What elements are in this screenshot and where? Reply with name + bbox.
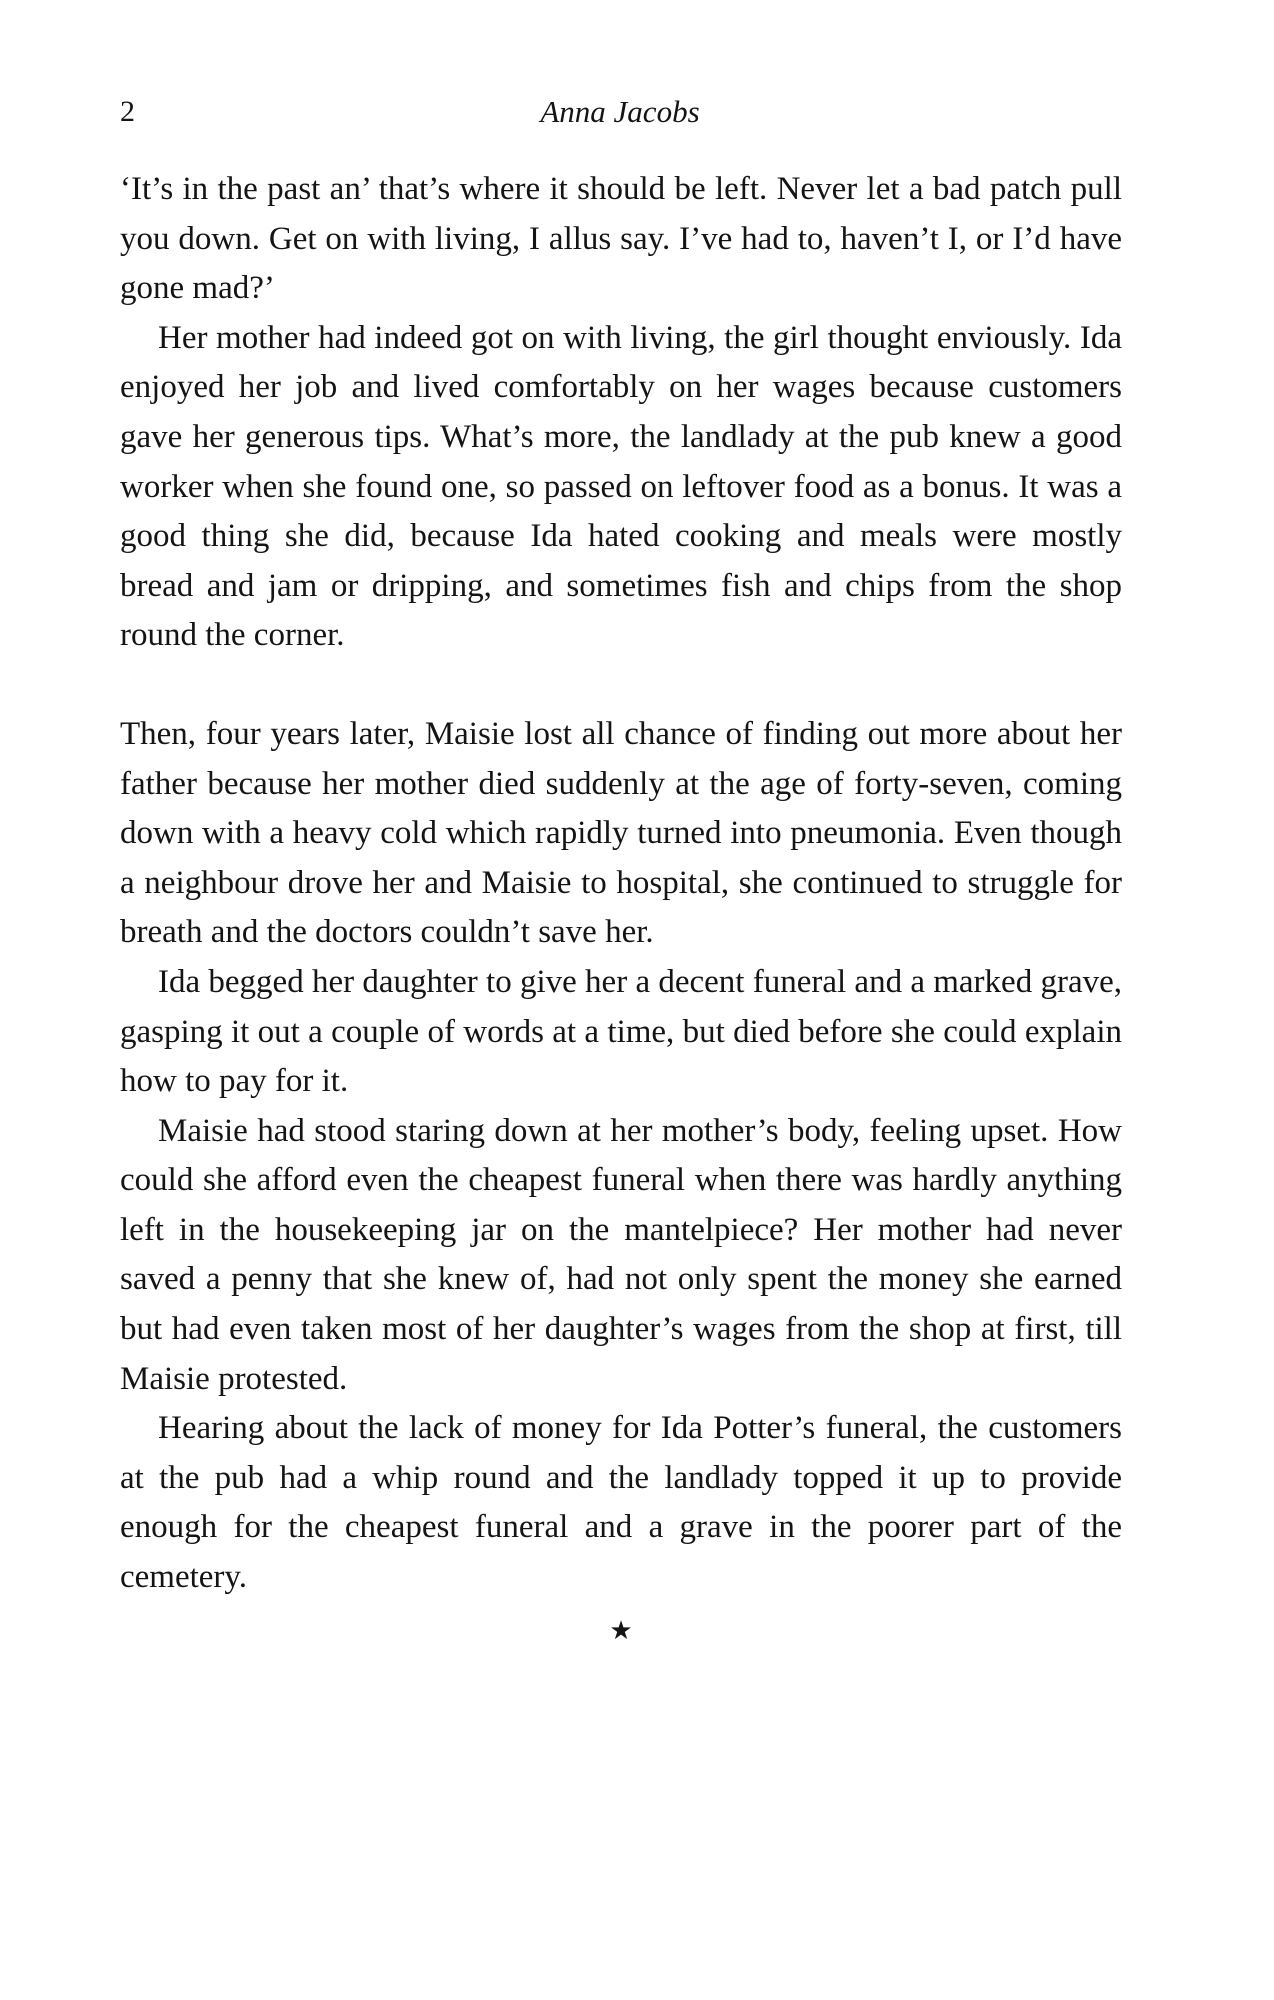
body-text	[120, 165, 1122, 1651]
paragraph: Then, four years later, Maisie lost all chance of finding out more about her father because her mother died suddenly at the age of forty-seven, coming down with a heavy cold which rapidly turned into pneumonia. Even though a neighbour drove her and Maisie to hospital, she continued to struggle for breath and the doctors couldn’t save her.	[120, 715, 1122, 951]
page-number: 2	[120, 95, 135, 128]
running-head	[120, 92, 1120, 132]
paragraph: Her mother had indeed got on with living, the girl thought enviously. Ida enjoyed her job and lived comfortably on her wages because customers gave her generous tips. What’s more, the landlady at the pub knew a good worker when she found one, so passed on leftover food as a bonus. It was a good thing she did, because Ida hated cooking and meals were mostly bread and jam or dripping, and sometimes fish and chips from the shop round the corner.	[120, 319, 1122, 654]
paragraph: Ida begged her daughter to give her a decent funeral and a marked grave, gasping it out a couple of words at a time, but died before she could explain how to pay for it.	[120, 963, 1122, 1100]
paragraph: Hearing about the lack of money for Ida Potter’s funeral, the customers at the pub had a whip round and the landlady topped it up to provide enough for the cheapest funeral and a grave in the poorer part of the cemetery.	[120, 1410, 1122, 1596]
paragraph: ‘It’s in the past an’ that’s where it should be left. Never let a bad patch pull you down. Get on with living, I allus say. I’ve had to, haven’t I, or I’d have gone mad?’	[120, 171, 1122, 307]
paragraph: Maisie had stood staring down at her mother’s body, feeling upset. How could she afford even the cheapest funeral when there was hardly anything left in the housekeeping jar on the mantelpiece? Her mother had never saved a penny that she knew of, had not only spent the money she earned but had even taken most of her daughter’s wages from the shop at first, till Maisie protested.	[120, 1112, 1122, 1397]
running-title: Anna Jacobs	[540, 94, 700, 129]
section-break-star: ★	[609, 1615, 633, 1645]
